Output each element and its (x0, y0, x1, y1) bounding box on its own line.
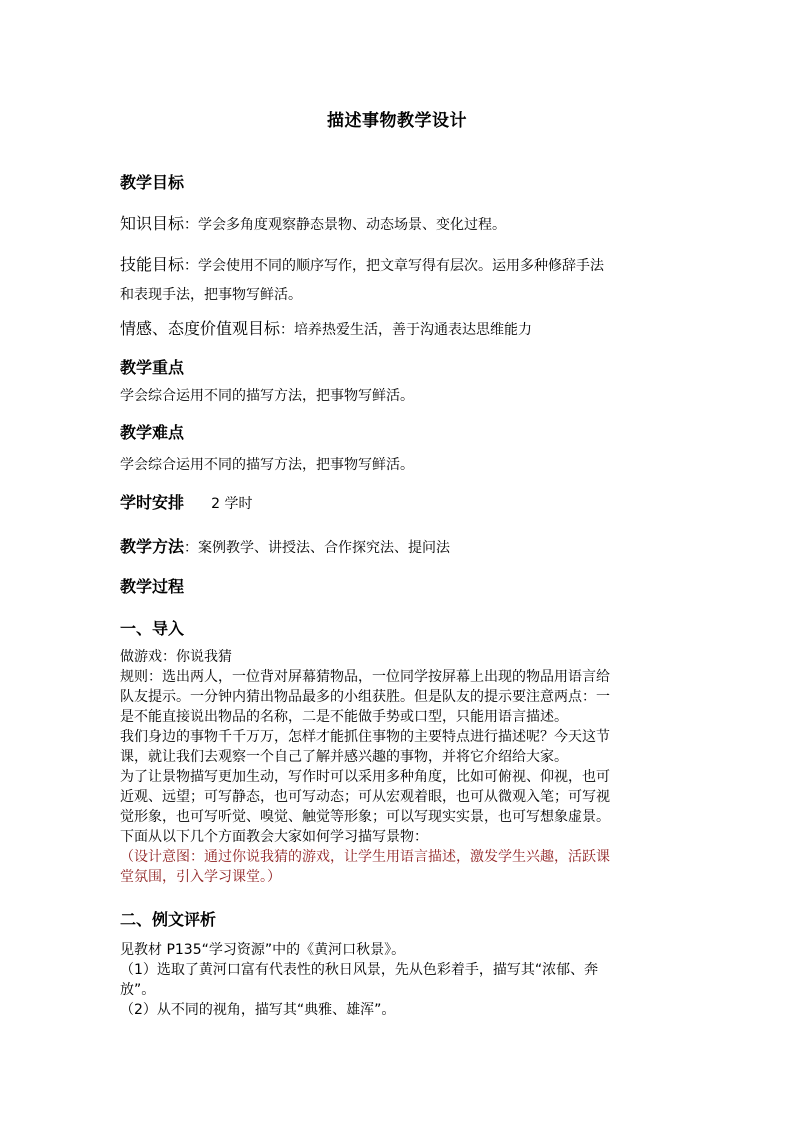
item1-line-1: （1）选取了黄河口富有代表性的秋日风景，先从色彩着手，描写其“浓郁、奔 (120, 962, 599, 978)
process-heading: 教学过程 (120, 577, 185, 596)
section2-heading: 二、例文评析 (120, 910, 217, 929)
rules-line-2: 队友提示。一分钟内猜出物品最多的小组获胜。但是队友的提示要注意两点：一 (120, 689, 610, 705)
schedule-row (120, 490, 690, 514)
section1-heading: 一、导入 (120, 619, 185, 638)
item1-line-2: 放”。 (120, 982, 156, 998)
method-label: 教学方法 (120, 537, 185, 556)
next-line: 下面从以下几个方面教会大家如何学习描写景物： (120, 829, 428, 845)
design-intent-line-1: （设计意图：通过你说我猜的游戏，让学生用语言描述，激发学生兴趣，活跃课 (120, 849, 610, 865)
schedule-value: 2 学时 (211, 496, 253, 512)
document-title: 描述事物教学设计 (327, 111, 467, 131)
difficulty-heading: 教学难点 (120, 423, 185, 442)
key-text: 学会综合运用不同的描写方法，把事物写鲜活。 (120, 388, 414, 404)
view-line-2: 近观、远望；可写静态，也可写动态；可从宏观着眼，也可从微观入笔；可写视 (120, 789, 610, 805)
reference-line: 见教材 P135“学习资源”中的《黄河口秋景》。 (120, 942, 406, 958)
rules-line-1: 规则：选出两人，一位背对屏幕猜物品，一位同学按屏幕上出现的物品用语言给 (120, 669, 610, 685)
key-heading: 教学重点 (120, 358, 185, 377)
game-line: 做游戏：你说我猜 (120, 649, 232, 665)
objectives-heading: 教学目标 (120, 173, 185, 192)
skill-label: 技能目标 (120, 255, 185, 274)
skill-text-line1: ：学会使用不同的顺序写作，把文章写得有层次。运用多种修辞手法 (184, 258, 605, 274)
emotion-label: 情感、态度价值观目标 (120, 319, 281, 338)
knowledge-text: ：学会多角度观察静态景物、动态场景、变化过程。 (184, 217, 507, 233)
view-line-1: 为了让景物描写更加生动，写作时可以采用多种角度，比如可俯视、仰视，也可 (120, 769, 610, 785)
difficulty-text: 学会综合运用不同的描写方法，把事物写鲜活。 (120, 457, 414, 473)
schedule-heading: 学时安排 (120, 493, 185, 512)
knowledge-objective (120, 211, 690, 235)
section1-body (120, 647, 690, 887)
question-line-1: 我们身边的事物千千万万，怎样才能抓住事物的主要特点进行描述呢？今天这节 (120, 729, 610, 745)
method-row (120, 534, 690, 558)
knowledge-label: 知识目标 (120, 214, 185, 233)
section2-body (120, 940, 690, 1020)
question-line-2: 课，就让我们去观察一个自己了解并感兴趣的事物，并将它介绍给大家。 (120, 749, 568, 765)
skill-text-line2: 和表现手法，把事物写鲜活。 (120, 287, 302, 303)
rules-line-3: 是不能直接说出物品的名称，二是不能做手势或口型，只能用语言描述。 (120, 709, 568, 725)
emotion-text: ：培养热爱生活，善于沟通表达思维能力 (280, 322, 533, 338)
item2-line: （2）从不同的视角，描写其“典雅、雄浑”。 (120, 1002, 396, 1018)
view-line-3: 觉形象，也可写听觉、嗅觉、触觉等形象；可以写现实实景，也可写想象虚景。 (120, 809, 610, 825)
design-intent-line-2: 堂氛围，引入学习课堂。） (120, 869, 281, 885)
method-text: ：案例教学、讲授法、合作探究法、提问法 (184, 540, 451, 556)
emotion-objective (120, 316, 690, 340)
skill-objective (120, 250, 690, 310)
